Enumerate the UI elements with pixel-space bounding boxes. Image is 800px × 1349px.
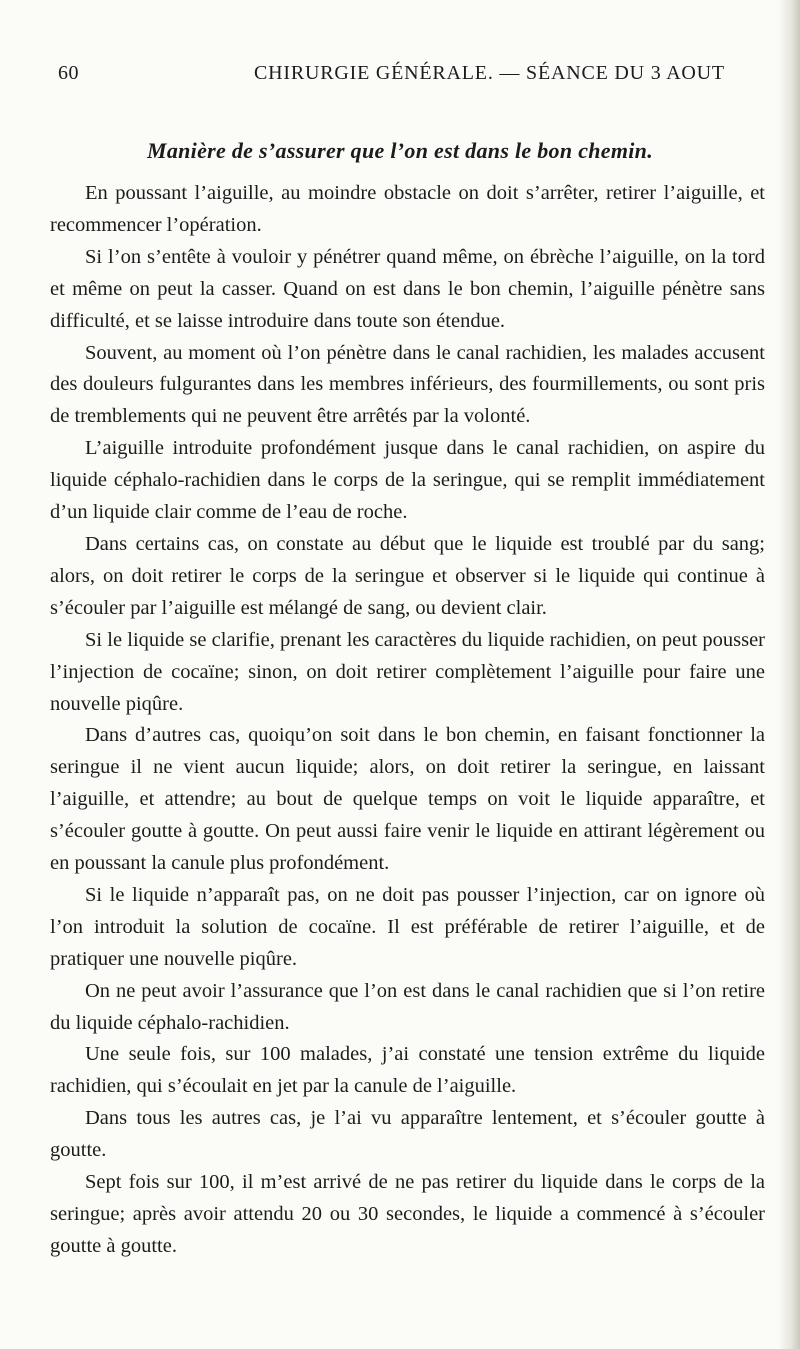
paragraph: Si l’on s’entête à vouloir y pénétrer quand même, on ébrèche l’aiguille, on la tord et même on peut la casser. Quand on est dans le bon chemin, l’aiguille pénètre sans difficulté, et se laisse introduire dans toute son étendue.	[50, 245, 765, 332]
paragraph: Si le liquide n’apparaît pas, on ne doit pas pousser l’injection, car on ignore où l’on introduit la solution de cocaïne. Il est préférable de retirer l’aiguille, et de pratiquer une nouvelle piqûre.	[50, 883, 765, 970]
page-number: 60	[58, 62, 79, 84]
running-head	[58, 62, 758, 88]
paragraph: Si le liquide se clarifie, prenant les caractères du liquide rachidien, on peut pousser l’injection de cocaïne; sinon, on doit retirer complètement l’aiguille pour faire une nouvelle piqûre.	[50, 628, 765, 715]
paragraph: Souvent, au moment où l’on pénètre dans le canal rachidien, les malades accusent des douleurs fulgurantes dans les membres inférieurs, des fourmillements, ou sont pris de tremblements qui ne peuvent être arrêtés par la volonté.	[50, 341, 765, 428]
paragraph: Une seule fois, sur 100 malades, j’ai constaté une tension extrême du liquide rachidien, qui s’écoulait en jet par la canule de l’aiguille.	[50, 1043, 765, 1098]
running-head-text: CHIRURGIE GÉNÉRALE. — SÉANCE DU 3 AOUT	[254, 62, 725, 84]
paragraph: Dans tous les autres cas, je l’ai vu apparaître lentement, et s’écouler goutte à goutte.	[50, 1107, 765, 1162]
paragraph: En poussant l’aiguille, au moindre obstacle on doit s’arrêter, retirer l’aiguille, et recommencer l’opération.	[50, 182, 765, 236]
paragraph: Dans certains cas, on constate au début que le liquide est troublé par du sang; alors, on doit retirer le corps de la seringue et observer si le liquide qui continue à s’écouler par l’aiguille est mélangé de sang, ou devient clair.	[50, 532, 765, 619]
paragraph: Sept fois sur 100, il m’est arrivé de ne pas retirer du liquide dans le corps de la seringue; après avoir attendu 20 ou 30 secondes, le liquide a commencé à s’écouler goutte à goutte.	[50, 1171, 765, 1257]
body-text	[50, 178, 765, 1263]
paragraph: On ne peut avoir l’assurance que l’on est dans le canal rachidien que si l’on retire du liquide céphalo-rachidien.	[50, 979, 765, 1034]
page-edge-shadow	[778, 0, 800, 1349]
section-title: Manière de s’assurer que l’on est dans le bon chemin.	[146, 138, 654, 163]
paragraph: L’aiguille introduite profondément jusque dans le canal rachidien, on aspire du liquide céphalo-rachidien dans le corps de la seringue, qui se remplit immédiatement d’un liquide clair comme de l’eau de roche.	[50, 437, 765, 524]
paragraph: Dans d’autres cas, quoiqu’on soit dans le bon chemin, en faisant fonctionner la seringue il ne vient aucun liquide; alors, on doit retirer la seringue, en laissant l’aiguille, et attendre; au bout de quelque temps on voit le liquide apparaître, et s’écouler goutte à goutte. On peut aussi faire venir le liquide en attirant légèrement ou en poussant la canule plus profondément.	[50, 724, 765, 875]
